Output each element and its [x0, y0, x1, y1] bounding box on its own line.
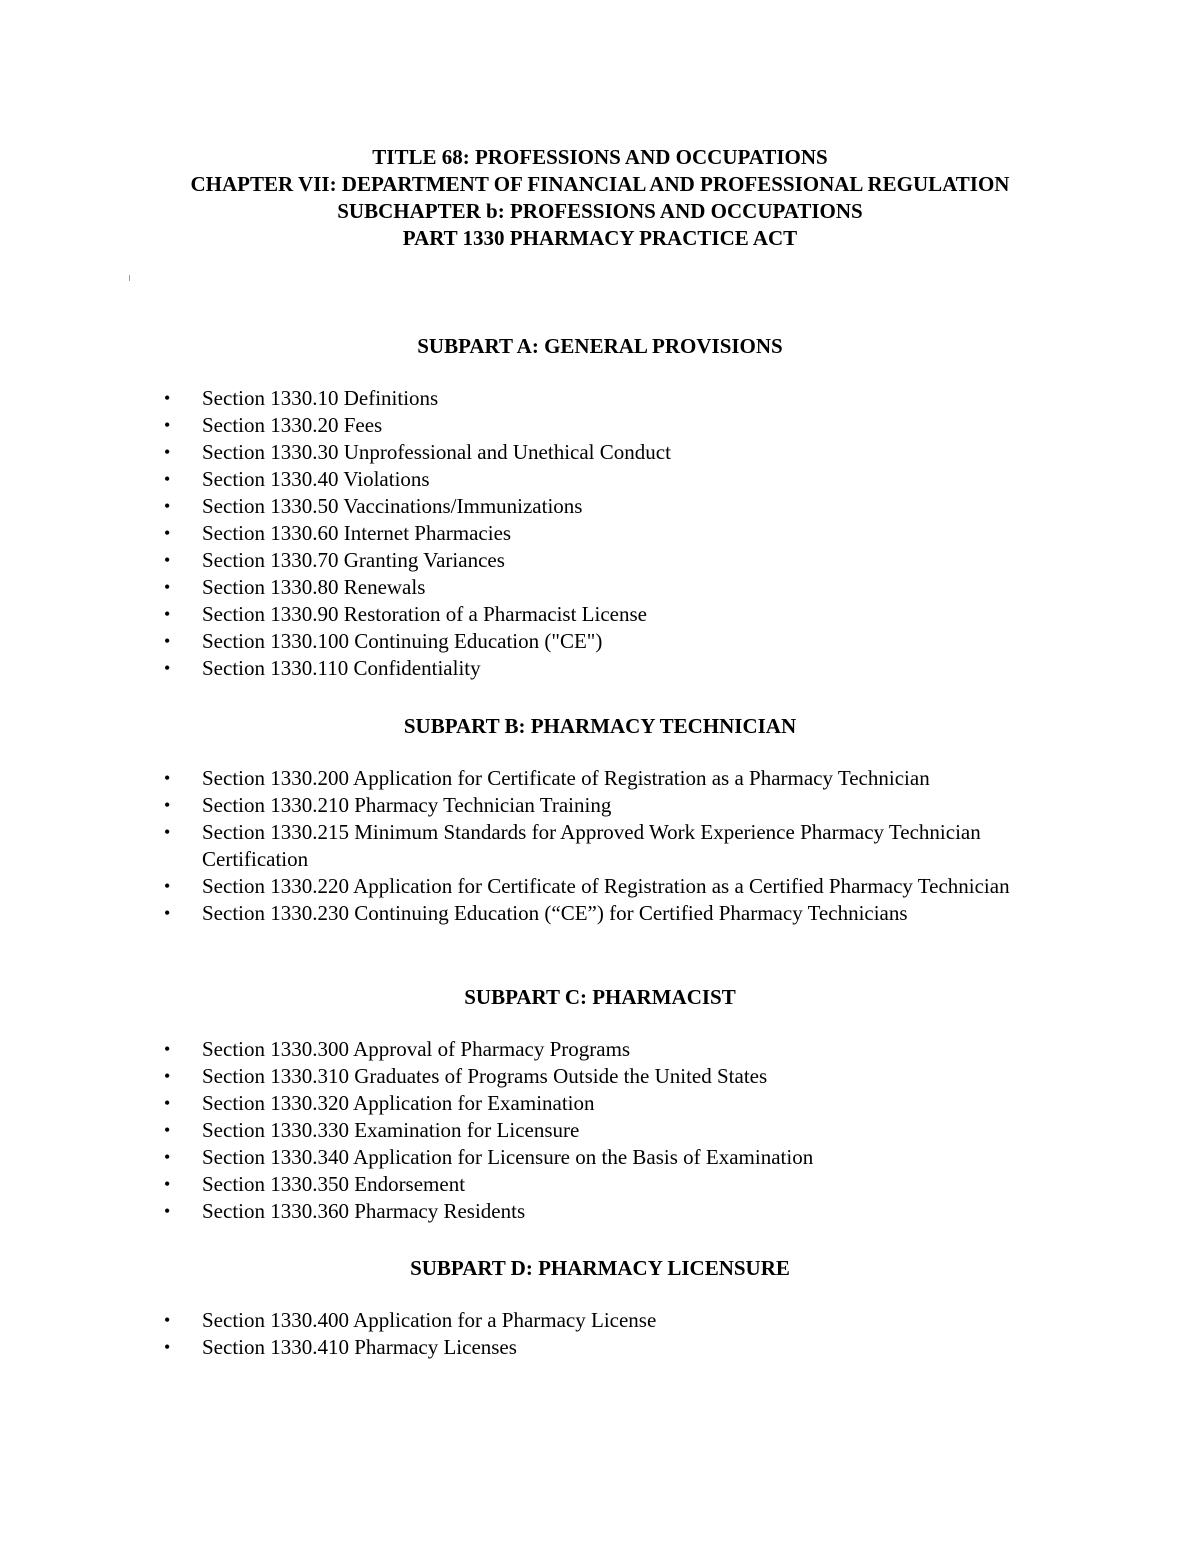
section-link[interactable]: Section 1330.400 Application for a Pharmacy License [202, 1308, 657, 1332]
section-item[interactable] [0, 574, 1200, 601]
section-item[interactable] [0, 1171, 1200, 1198]
bullet-icon: • [164, 768, 171, 788]
section-link[interactable]: Section 1330.70 Granting Variances [202, 548, 505, 572]
document-header [0, 144, 1200, 252]
bullet-icon: • [164, 876, 171, 896]
section-item[interactable] [0, 1198, 1200, 1225]
section-link[interactable]: Section 1330.215 Minimum Standards for Approved Work Experience Pharmacy Technician Certification [202, 820, 981, 871]
section-item[interactable] [0, 412, 1200, 439]
section-item[interactable] [0, 493, 1200, 520]
subpart-d [0, 1255, 1200, 1361]
bullet-icon: • [164, 1066, 171, 1086]
section-link[interactable]: Section 1330.320 Application for Examination [202, 1091, 595, 1115]
section-link[interactable]: Section 1330.200 Application for Certificate of Registration as a Pharmacy Technician [202, 766, 930, 790]
bullet-icon: • [164, 442, 171, 462]
section-item[interactable] [0, 520, 1200, 547]
section-link[interactable]: Section 1330.310 Graduates of Programs Outside the United States [202, 1064, 768, 1088]
section-item[interactable] [0, 547, 1200, 574]
section-link[interactable]: Section 1330.60 Internet Pharmacies [202, 521, 512, 545]
bullet-icon: • [164, 1147, 171, 1167]
section-item[interactable] [0, 1090, 1200, 1117]
bullet-icon: • [164, 1337, 171, 1357]
section-item[interactable] [0, 900, 1200, 927]
bullet-icon: • [164, 388, 171, 408]
section-link[interactable]: Section 1330.230 Continuing Education (“CE”) for Certified Pharmacy Technicians [202, 901, 908, 925]
subpart-heading: SUBPART B: PHARMACY TECHNICIAN [403, 714, 797, 738]
section-link[interactable]: Section 1330.100 Continuing Education ("CE") [202, 629, 603, 653]
subpart-b [0, 713, 1200, 927]
bullet-icon: • [164, 658, 171, 678]
bullet-icon: • [164, 604, 171, 624]
section-item[interactable] [0, 873, 1200, 900]
section-list [0, 385, 1200, 682]
section-link[interactable]: Section 1330.210 Pharmacy Technician Training [202, 793, 612, 817]
bullet-icon: • [164, 631, 171, 651]
section-link[interactable]: Section 1330.20 Fees [202, 413, 383, 437]
section-item[interactable] [0, 792, 1200, 819]
title-line: TITLE 68: PROFESSIONS AND OCCUPATIONS [372, 145, 828, 169]
bullet-icon: • [164, 1201, 171, 1221]
section-item[interactable] [0, 655, 1200, 682]
section-item[interactable] [0, 1036, 1200, 1063]
chapter-line: CHAPTER VII: DEPARTMENT OF FINANCIAL AND PROFESSIONAL REGULATION [190, 172, 1010, 196]
section-item[interactable] [0, 1307, 1200, 1334]
bullet-icon: • [164, 795, 171, 815]
bullet-icon: • [164, 1310, 171, 1330]
section-link[interactable]: Section 1330.220 Application for Certificate of Registration as a Certified Pharmacy Technician [202, 874, 1010, 898]
subpart-heading: SUBPART C: PHARMACIST [464, 985, 736, 1009]
section-item[interactable] [0, 439, 1200, 466]
section-item[interactable] [0, 1334, 1200, 1361]
section-link[interactable]: Section 1330.360 Pharmacy Residents [202, 1199, 526, 1223]
stray-mark [129, 275, 130, 281]
bullet-icon: • [164, 577, 171, 597]
subchapter-line: SUBCHAPTER b: PROFESSIONS AND OCCUPATIONS [337, 199, 863, 223]
section-item[interactable] [0, 466, 1200, 493]
section-item[interactable] [0, 1144, 1200, 1171]
section-item[interactable] [0, 1117, 1200, 1144]
bullet-icon: • [164, 1093, 171, 1113]
section-list [0, 1036, 1200, 1225]
section-link[interactable]: Section 1330.410 Pharmacy Licenses [202, 1335, 517, 1359]
section-link[interactable]: Section 1330.10 Definitions [202, 386, 439, 410]
section-item[interactable] [0, 819, 1200, 873]
subpart-c [0, 984, 1200, 1225]
bullet-icon: • [164, 1120, 171, 1140]
section-link[interactable]: Section 1330.330 Examination for Licensure [202, 1118, 580, 1142]
bullet-icon: • [164, 415, 171, 435]
section-link[interactable]: Section 1330.350 Endorsement [202, 1172, 466, 1196]
bullet-icon: • [164, 1039, 171, 1059]
subpart-heading: SUBPART D: PHARMACY LICENSURE [410, 1256, 790, 1280]
bullet-icon: • [164, 469, 171, 489]
subpart-heading: SUBPART A: GENERAL PROVISIONS [417, 334, 783, 358]
bullet-icon: • [164, 1174, 171, 1194]
section-list [0, 1307, 1200, 1361]
section-item[interactable] [0, 1063, 1200, 1090]
section-item[interactable] [0, 601, 1200, 628]
bullet-icon: • [164, 903, 171, 923]
section-link[interactable]: Section 1330.80 Renewals [202, 575, 426, 599]
bullet-icon: • [164, 822, 171, 842]
section-link[interactable]: Section 1330.90 Restoration of a Pharmacist License [202, 602, 647, 626]
bullet-icon: • [164, 523, 171, 543]
bullet-icon: • [164, 496, 171, 516]
section-link[interactable]: Section 1330.300 Approval of Pharmacy Programs [202, 1037, 631, 1061]
section-item[interactable] [0, 628, 1200, 655]
section-link[interactable]: Section 1330.340 Application for Licensure on the Basis of Examination [202, 1145, 814, 1169]
subpart-a [0, 333, 1200, 682]
part-line: PART 1330 PHARMACY PRACTICE ACT [402, 226, 798, 250]
section-list [0, 765, 1200, 927]
section-link[interactable]: Section 1330.110 Confidentiality [202, 656, 481, 680]
section-link[interactable]: Section 1330.40 Violations [202, 467, 430, 491]
section-link[interactable]: Section 1330.50 Vaccinations/Immunizations [202, 494, 583, 518]
bullet-icon: • [164, 550, 171, 570]
section-item[interactable] [0, 385, 1200, 412]
section-item[interactable] [0, 765, 1200, 792]
section-link[interactable]: Section 1330.30 Unprofessional and Unethical Conduct [202, 440, 671, 464]
